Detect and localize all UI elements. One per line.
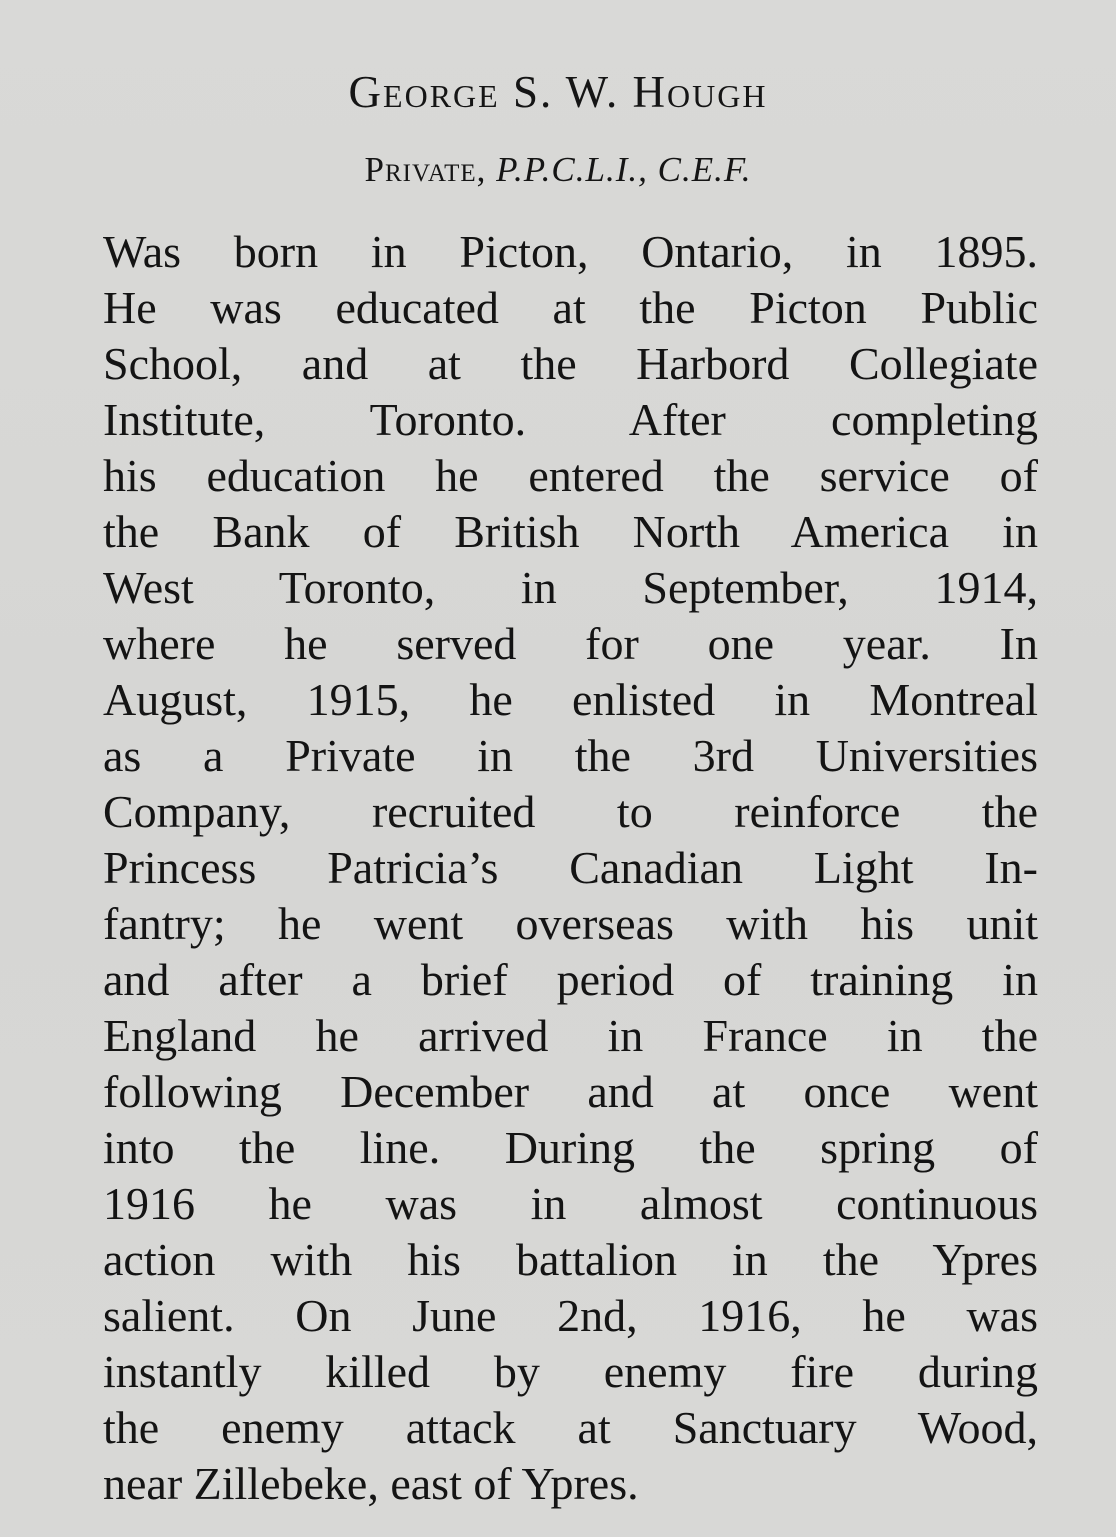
paragraph-line: England he arrived in France in the bbox=[103, 1010, 1038, 1061]
paragraph-line: Was born in Picton, Ontario, in 1895. bbox=[103, 226, 1038, 277]
paragraph-line: his education he entered the service of bbox=[103, 450, 1038, 501]
paragraph-line: the enemy attack at Sanctuary Wood, bbox=[103, 1402, 1038, 1453]
paragraph-line: School, and at the Harbord Collegiate bbox=[103, 338, 1038, 389]
paragraph-line: the Bank of British North America in bbox=[103, 506, 1038, 557]
paragraph-line: into the line. During the spring of bbox=[103, 1122, 1038, 1173]
paragraph-line: Company, recruited to reinforce the bbox=[103, 786, 1038, 837]
paragraph-line: following December and at once went bbox=[103, 1066, 1038, 1117]
subtitle bbox=[0, 146, 1116, 194]
paragraph-line: where he served for one year. In bbox=[103, 618, 1038, 669]
biography-paragraph bbox=[103, 224, 1038, 1512]
unit-text: P.P.C.L.I., C.E.F. bbox=[496, 150, 752, 189]
paragraph-line: 1916 he was in almost continuous bbox=[103, 1178, 1038, 1229]
paragraph-line: August, 1915, he enlisted in Montreal bbox=[103, 674, 1038, 725]
paragraph-line: He was educated at the Picton Public bbox=[103, 282, 1038, 333]
paragraph-line: salient. On June 2nd, 1916, he was bbox=[103, 1290, 1038, 1341]
paragraph-line: instantly killed by enemy fire during bbox=[103, 1346, 1038, 1397]
paragraph-line: Princess Patricia’s Canadian Light In- bbox=[103, 842, 1038, 893]
paragraph-line: action with his battalion in the Ypres bbox=[103, 1234, 1038, 1285]
page-title: George S. W. Hough bbox=[348, 67, 768, 117]
paragraph-line: Institute, Toronto. After completing bbox=[103, 394, 1038, 445]
paragraph-line: fantry; he went overseas with his unit bbox=[103, 898, 1038, 949]
paragraph-line: and after a brief period of training in bbox=[103, 954, 1038, 1005]
rank-text: Private, bbox=[364, 150, 487, 189]
paragraph-line: as a Private in the 3rd Universities bbox=[103, 730, 1038, 781]
paragraph-line: near Zillebeke, east of Ypres. bbox=[103, 1458, 639, 1509]
paragraph-line: West Toronto, in September, 1914, bbox=[103, 562, 1038, 613]
